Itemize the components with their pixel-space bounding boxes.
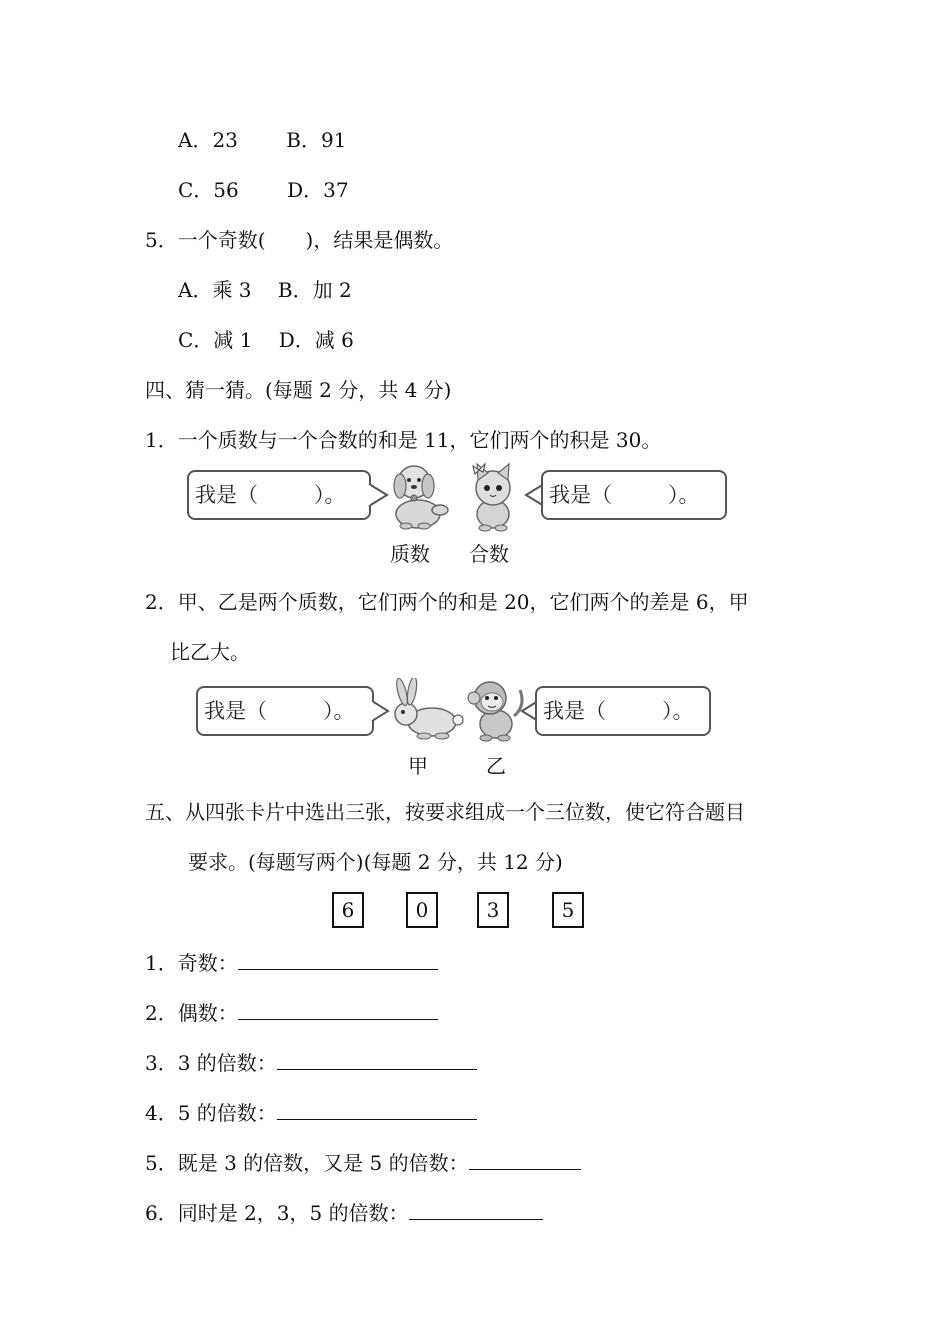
bubble-suffix: ）。	[323, 699, 355, 723]
speech-bubble-left-2	[196, 686, 374, 736]
item-label: 4．5 的倍数：	[145, 1101, 277, 1125]
answer-blank[interactable]	[469, 1149, 581, 1170]
number-card: 5	[552, 892, 584, 928]
number-card: 6	[332, 892, 364, 928]
answer-blank[interactable]	[238, 999, 438, 1020]
section5-item-1	[145, 949, 438, 977]
dog-icon	[384, 458, 454, 532]
answer-blank[interactable]	[238, 949, 438, 970]
q4-option-c: C．56	[178, 178, 239, 202]
bubble-suffix: ）。	[668, 483, 700, 507]
section4-q2-text-line1: 2．甲、乙是两个质数，它们两个的和是 20，它们两个的差是 6，甲	[145, 590, 749, 614]
number-card: 3	[477, 892, 509, 928]
section5-title-line2: 要求。(每题写两个)(每题 2 分，共 12 分)	[188, 850, 563, 874]
q5-options-row2	[178, 326, 354, 354]
section4-title: 四、猜一猜。(每题 2 分，共 4 分)	[145, 378, 452, 402]
item-label: 5．既是 3 的倍数，又是 5 的倍数：	[145, 1151, 469, 1175]
cat-icon	[463, 460, 523, 532]
q5-option-d: D．减 6	[278, 328, 354, 352]
section4-q2-text-line2: 比乙大。	[170, 640, 250, 664]
section5-item-6	[145, 1199, 543, 1227]
item-label: 2．偶数：	[145, 1001, 238, 1025]
answer-blank[interactable]	[277, 1049, 477, 1070]
speech-bubble-left	[187, 470, 371, 520]
q5-options-row1	[178, 276, 352, 304]
bubble-prefix: 我是（	[195, 483, 258, 507]
q5-option-c: C．减 1	[178, 328, 253, 352]
answer-blank[interactable]	[409, 1199, 543, 1220]
q5-option-b: B．加 2	[277, 278, 352, 302]
section5-item-4	[145, 1099, 477, 1127]
item-label: 6．同时是 2，3，5 的倍数：	[145, 1201, 409, 1225]
q4-option-d: D．37	[287, 178, 349, 202]
speech-bubble-right	[541, 470, 727, 520]
section5-title-line1: 五、从四张卡片中选出三张，按要求组成一个三位数，使它符合题目	[145, 800, 745, 824]
q5-stem: 5．一个奇数( )，结果是偶数。	[145, 228, 454, 252]
bubble-prefix: 我是（	[204, 699, 267, 723]
q4-option-b: B．91	[286, 128, 347, 152]
bubble-suffix: ）。	[662, 699, 694, 723]
section5-item-3	[145, 1049, 477, 1077]
bubble-prefix: 我是（	[543, 699, 606, 723]
q5-option-a: A．乘 3	[178, 278, 252, 302]
item-label: 3．3 的倍数：	[145, 1051, 277, 1075]
section4-q1-text: 1．一个质数与一个合数的和是 11，它们两个的积是 30。	[145, 428, 662, 452]
bubble-prefix: 我是（	[549, 483, 612, 507]
monkey-icon	[462, 676, 526, 742]
q4-option-a: A．23	[178, 128, 238, 152]
caption-composite: 合数	[469, 542, 509, 566]
q4-options-row2	[178, 176, 349, 204]
q4-options-row1	[178, 126, 346, 154]
bubble-suffix: ）。	[314, 483, 346, 507]
caption-prime: 质数	[390, 542, 430, 566]
number-card: 0	[406, 892, 438, 928]
caption-yi: 乙	[486, 754, 506, 778]
speech-bubble-right-2	[535, 686, 711, 736]
caption-jia: 甲	[408, 754, 428, 778]
section5-item-2	[145, 999, 438, 1027]
answer-blank[interactable]	[277, 1099, 477, 1120]
section5-item-5	[145, 1149, 581, 1177]
item-label: 1．奇数：	[145, 951, 238, 975]
rabbit-icon	[384, 678, 464, 740]
